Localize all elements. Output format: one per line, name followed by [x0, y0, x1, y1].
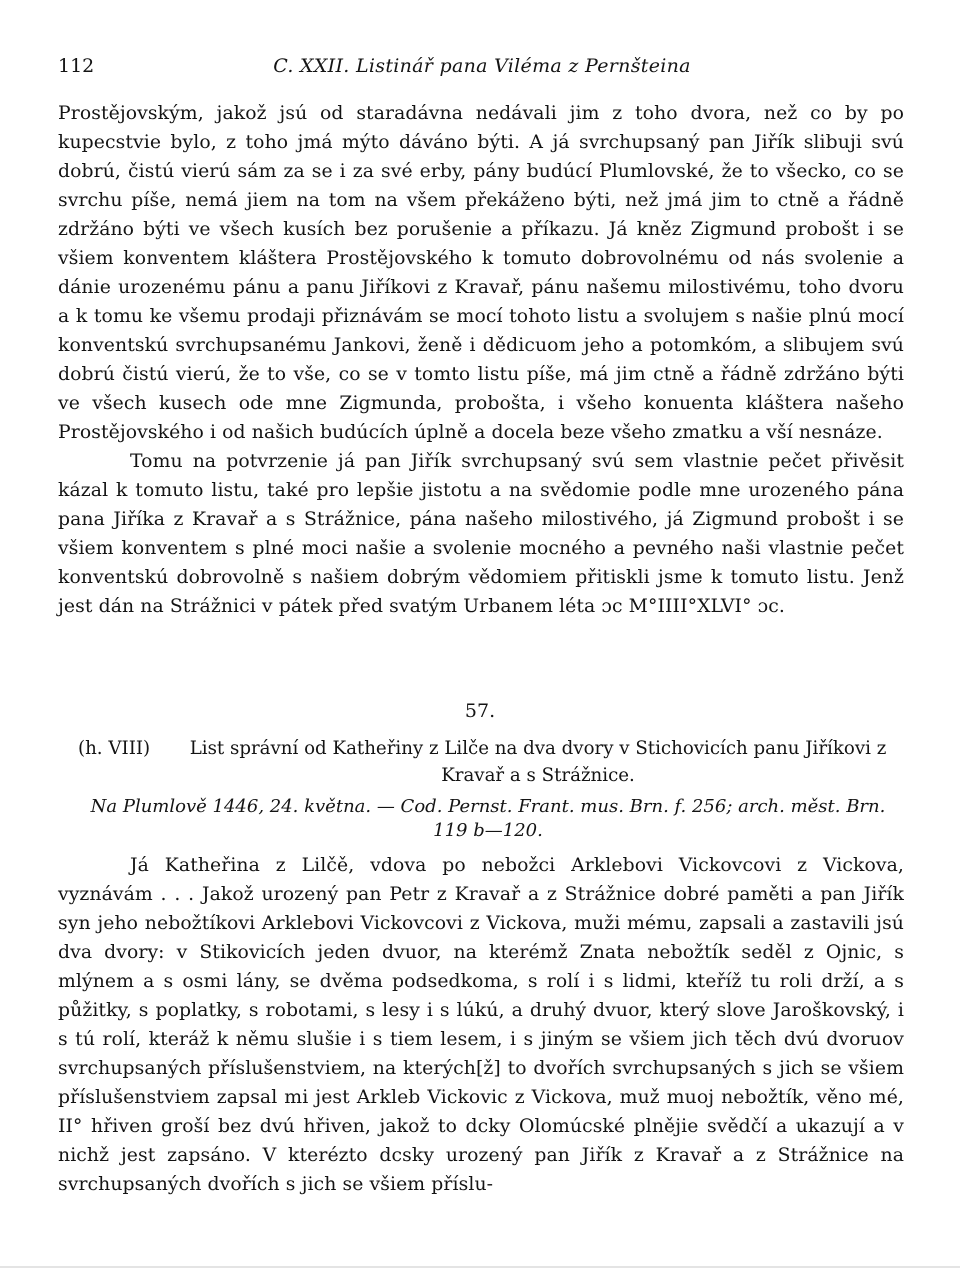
document-heading	[78, 735, 898, 789]
running-title: C. XXII. Listinář pana Viléma z Pernšteina	[273, 55, 691, 77]
body-text	[58, 99, 904, 621]
paragraph: Tomu na potvrzenie já pan Jiřík svrchupsaný svú sem vlastnie pečet přivěsit kázal k tomuto listu, také pro lepšie jistotu a na svědomie podle mne urozeného pána pana Jiříka z Kravař a s Strážnice, pána našeho milostivého, já Zigmund probošt i se všiem konventem s plné moci našie a svolenie mocného a pevného naši vlastnie pečet konventskú dobrovolně s našiem dobrým vědomiem přitiskli jsme k tomuto listu. Jenž jest dán na Strážnici v pátek před svatým Urbanem léta ɔc M°IIII°XLVI° ɔc.	[58, 451, 904, 617]
document-title: List správní od Katheřiny z Lilče na dva dvory v Stichovicích panu Jiříkovi z Kravař a s Strážnice.	[189, 738, 887, 786]
running-head	[58, 55, 906, 85]
document-text	[58, 851, 904, 1199]
page-bottom-divider	[0, 1266, 960, 1268]
document-reference: (h. VIII)	[78, 738, 151, 759]
paragraph: Já Katheřina z Lilčě, vdova po nebožci Arklebovi Vickovcovi z Vickova, vyznávám . . . Jakož urozený pan Petr z Kravař a z Strážnice dobré paměti a pan Jiřík syn jeho nebožtíkovi Arklebovi Vickovcovi z Vickova, muži mému, zapsali a zastavili jsú dva dvory: v Stikovicích jeden dvuor, na kterémž Znata nebožtík seděl z Ojnic, s mlýnem a s osmi lány, se dvěma podsedkoma, s rolí i s lidmi, kteříž tu roli drží, a s půžitky, s poplatky, s robotami, s lesy i s lúkú, a druhý dvuor, který slove Jaroškovský, i s tú rolí, kteráž k němu slušie i s tiem lesem, i s jiným se všiem jich těch dvú dvoruov svrchupsaných příslušenstviem, na kterých[ž] to dvořích svrchupsaných s jich se všiem příslušenstviem zapsal mi jest Arkleb Vickovic z Vickova, muž muoj nebožtík, věno mé, II° hřiven groší bez dvú hřiven, jakož to dcky Olomúcské plnějie svědčí a ukazují a v nichž jest zapsáno. V kterézto dcsky urozený pan Jiřík z Kravař a z Strážnice na svrchupsaných dvořích s jich se všiem příslu-	[58, 855, 904, 1195]
document-number: 57.	[464, 700, 496, 722]
document-source: Na Plumlově 1446, 24. května. — Cod. Pernst. Frant. mus. Brn. f. 256; arch. měst. Brn. 119 b—120.	[90, 796, 886, 841]
paragraph: Prostějovským, jakož jsú od staradávna nedávali jim z toho dvora, než co by po kupecstvie bylo, z toho jmá mýto dáváno býti. A já svrchupsaný pan Jiřík slibuji svú dobrú, čistú vierú sám za se i za své erby, pány budúcí Plumlovské, že to všecko, co se svrchu píše, nemá jiem na tom na všem překáženo býti, než jmá jim to ctně a řádně zdržáno býti ve všech kusích bez porušenie a příkazu. Já kněz Zigmund probošt i se všiem konventem kláštera Prostějovského k tomuto dobrovolnému od nás svolenie a dánie urozenému pánu a panu Jiříkovi z Kravař, pánu našemu milostivému, toho dvoru a k tomu ke všemu prodaji přiznávám se mocí tohoto listu a svolujem s našie plnú mocí konventskú svrchupsanému Jankovi, ženě i dědicuom jeho a potomkóm, a slibujem svú dobrú čistú vierú, že to vše, co se v tomto listu píše, má jim ctně a řádně zdržáno býti ve všech kusech ode mne Zigmunda, probošta, i všeho konuenta kláštera našeho Prostějovského i od našich budúcích úplně a docela beze všeho zmatku a vší nesnáze.	[58, 103, 904, 443]
page-number: 112	[58, 55, 95, 77]
